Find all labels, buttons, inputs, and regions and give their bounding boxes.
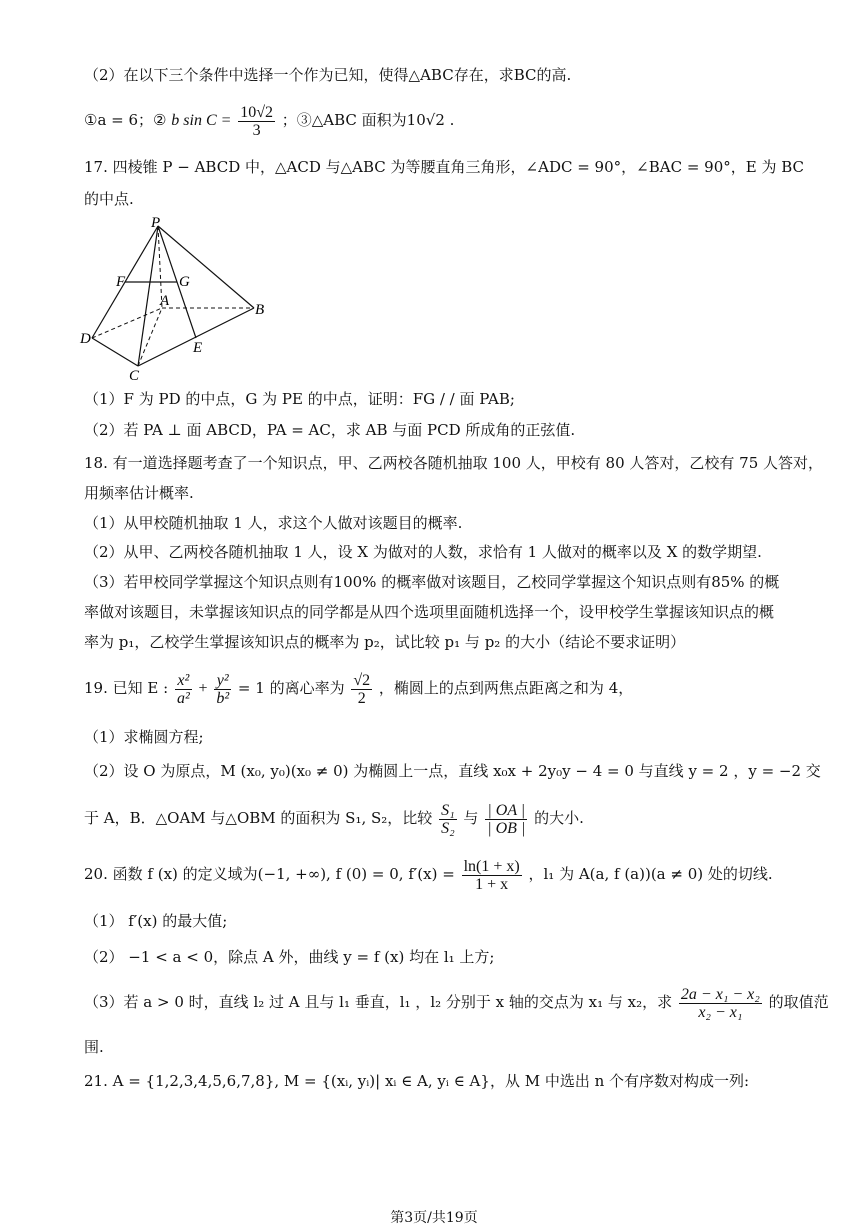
label-F: F [116,274,126,290]
q19-frac-y [214,672,231,707]
q18-part3-line2: 率做对该题目，未掌握该知识点的同学都是从四个选项里面随机选择一个，设甲校学生掌握该知识点的概 [84,603,775,621]
page-number: 第3页/共19页 [390,1210,478,1226]
q20-frac-num: ln(1 + x) [463,857,520,875]
q20-part3-den: x₂ − x₁ [698,1003,743,1021]
q19-s-num: S₁ [441,801,455,819]
q19-s-fraction [439,802,457,837]
q18-part3-line3: 率为 p₁，乙校学生掌握该知识点的概率为 p₂，试比较 p₁ 与 p₂ 的大小（结论不要求证明） [84,633,686,651]
q20-frac-den: 1 + x [475,875,509,893]
q16-cond2-fraction [238,104,275,139]
q20-part1: （1） f′(x) 的最大值; [84,912,228,930]
q20-part3-prefix: （3）若 a > 0 时，直线 l₂ 过 A 且与 l₁ 垂直，l₁ ，l₂ 分别于 x 轴的交点为 x₁ 与 x₂，求 [84,993,673,1011]
q19-eccentricity [351,672,372,707]
q18-stem-line2: 用频率估计概率. [84,484,194,502]
q20-part3-num: 2a − x₁ − x₂ [680,985,760,1003]
q17-part1: （1）F 为 PD 的中点，G 为 PE 的中点，证明：FG / / 面 PAB; [84,390,515,408]
label-D: D [80,331,91,347]
q18-part2: （2）从甲、乙两校各随机抽取 1 人，设 X 为做对的人数，求恰有 1 人做对的概率以及 X 的数学期望. [84,543,762,561]
q16-part2: （2）在以下三个条件中选择一个作为已知，使得△ABC存在，求BC的高. [84,66,572,84]
label-B: B [255,302,265,318]
edge-CB [138,308,254,366]
q20-fraction [462,858,522,893]
q19-oa-num: | OA | [485,802,527,820]
q19-part1: （1）求椭圆方程; [84,728,204,746]
q19-part2-line1: （2）设 O 为原点，M (x₀, y₀)(x₀ ≠ 0) 为椭圆上一点，直线 x₀x + 2y₀y − 4 = 0 与直线 y = 2 ，y = −2 交 [84,762,821,780]
q17-stem-line2: 的中点. [84,190,134,208]
edge-DC [92,338,138,366]
label-E: E [193,340,203,356]
q16-cond1: ①a = 6；② [84,111,167,129]
pyramid-figure [76,214,276,384]
q16-cond2-lhs: b sin C = [171,112,232,129]
q16-cond2-num: 10√2 [240,103,273,121]
q19-mid: = 1 的离心率为 [237,679,345,697]
q19-plus: + [198,680,208,697]
q20-stem [84,852,828,896]
q20-part3-fraction [679,986,762,1021]
q19-prefix: 19. 已知 E : [84,679,169,697]
label-A: A [160,293,170,309]
q19-part2b-suffix: 的大小. [534,809,584,827]
q17-part2: （2）若 PA ⊥ 面 ABCD，PA = AC，求 AB 与面 PCD 所成角的正弦值. [84,421,576,439]
q18-part3-line1: （3）若甲校同学掌握这个知识点则有100% 的概率做对该题目，乙校同学掌握这个知识点则有85% 的概 [84,573,780,591]
q20-suffix: ，l₁ 为 A(a, f (a))(a ≠ 0) 处的切线. [528,865,773,883]
q19-part2-line2 [84,796,828,840]
q19-ecc-num: √2 [353,671,371,689]
q19-ecc-den: 2 [357,689,366,707]
label-G: G [179,274,190,290]
q19-s-den: S₂ [441,819,455,837]
label-C: C [129,368,140,384]
q19-with: 与 [463,809,479,827]
q17-stem-line1: 17. 四棱锥 P − ABCD 中，△ACD 与△ABC 为等腰直角三角形，∠ADC = 90°，∠BAC = 90°，E 为 BC [84,158,805,176]
q21-stem: 21. A = {1,2,3,4,5,6,7,8}, M = {(xᵢ, yᵢ)| xᵢ ∈ A, yᵢ ∈ A}，从 M 中选出 n 个有序数对构成一列: [84,1072,750,1090]
q20-part3-tail: 围. [84,1038,104,1056]
q18-stem-line1: 18. 有一道选择题考查了一个知识点，甲、乙两校各随机抽取 100 人，甲校有 80 人答对，乙校有 75 人答对， [84,454,824,472]
q20-part3-suffix: 的取值范 [768,993,829,1011]
q19-stem [84,666,828,711]
q19-frac-y-den: b² [216,689,230,707]
q19-ob-den: | OB | [487,819,526,837]
q19-frac-x-num: x² [175,672,192,690]
q16-cond3: ；③△ABC 面积为10√2 . [281,111,455,129]
q19-oa-fraction [485,802,527,837]
q16-cond2-den: 3 [252,121,261,139]
q19-frac-x-den: a² [176,689,190,707]
q20-prefix: 20. 函数 f (x) 的定义域为(−1, +∞), f (0) = 0, f′(x) = [84,865,455,883]
q20-part2: （2） −1 < a < 0，除点 A 外，曲线 y = f (x) 均在 l₁ 上方; [84,948,495,966]
q18-part1: （1）从甲校随机抽取 1 人，求这个人做对该题目的概率. [84,514,463,532]
q19-frac-x [175,672,192,707]
q20-part3 [84,980,828,1024]
q19-suffix: ，椭圆上的点到两焦点距离之和为 4， [378,679,634,697]
label-P: P [151,215,161,231]
edge-PC [138,226,158,366]
q19-part2b-prefix: 于 A，B．△OAM 与△OBM 的面积为 S₁, S₂，比较 [84,809,433,827]
q19-frac-y-num: y² [214,672,231,690]
q16-conditions [84,98,828,143]
